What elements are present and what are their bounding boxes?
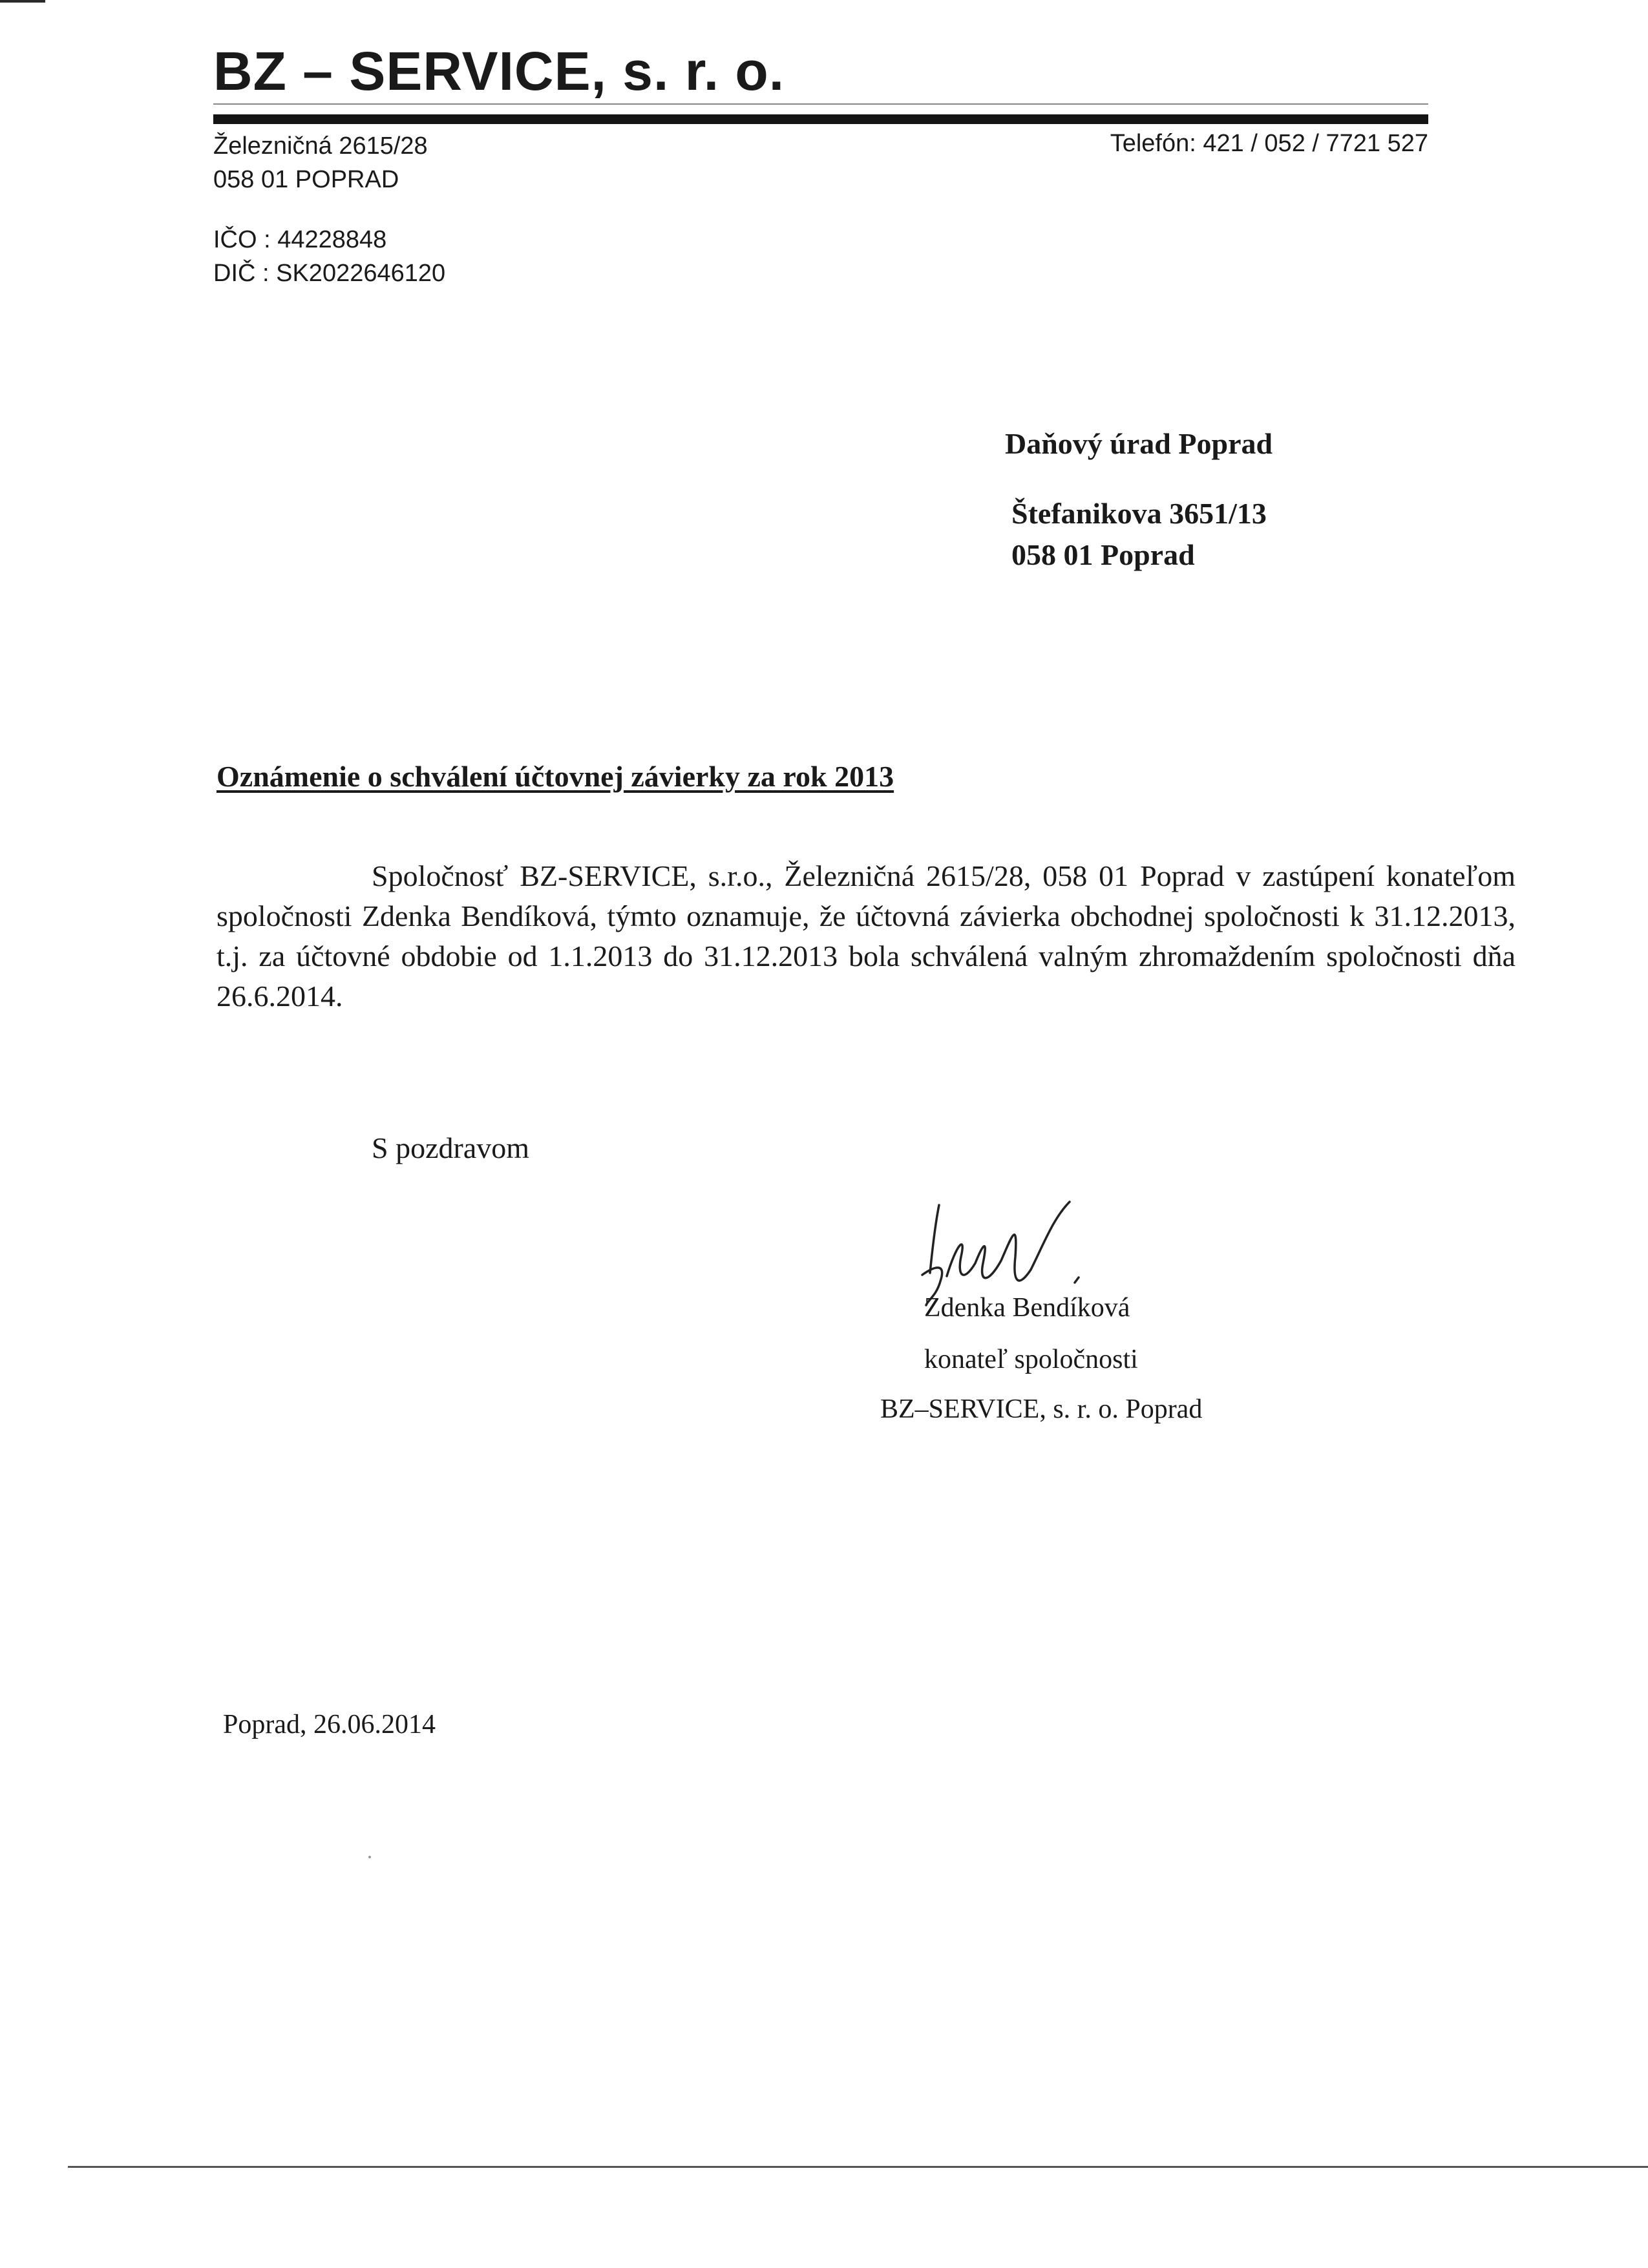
signer-company: BZ–SERVICE, s. r. o. Poprad [880,1394,1203,1424]
company-dic: DIČ : SK2022646120 [213,260,446,287]
recipient-city: 058 01 Poprad [1011,538,1195,571]
company-ico: IČO : 44228848 [213,226,387,253]
scan-dust-dot [368,1856,371,1858]
scan-bottom-line [68,2166,1648,2168]
letterhead-thick-rule [213,114,1428,124]
signer-role: konateľ spoločnosti [924,1345,1138,1374]
company-name: BZ – SERVICE, s. r. o. [213,41,785,101]
recipient-name: Daňový úrad Poprad [1005,427,1273,460]
recipient-street: Štefanikova 3651/13 [1011,497,1267,530]
company-address-city: 058 01 POPRAD [213,166,399,193]
letter-subject: Oznámenie o schválení účtovnej závierky za rok 2013 [217,760,894,793]
place-and-date: Poprad, 26.06.2014 [223,1710,436,1739]
closing-greeting: S pozdravom [372,1131,530,1164]
scan-corner-mark [0,0,45,3]
company-address-street: Železničná 2615/28 [213,132,428,160]
letter-body: Spoločnosť BZ-SERVICE, s.r.o., Železničná 2615/28, 058 01 Poprad v zastúpení konateľom spoločnosti Zdenka Bendíková, týmto oznamuje, že účtovná závierka obchodnej spoločnosti k 31.12.2013, t.j. za účtovné obdobie od 1.1.2013 do 31.12.2013 bola schválená valným zhromaždením spoločnosti dňa 26.6.2014. [217,859,1516,1013]
letterhead-thin-rule [213,103,1428,105]
company-phone: Telefón: 421 / 052 / 7721 527 [1110,130,1428,157]
signer-name: Zdenka Bendíková [924,1293,1130,1323]
